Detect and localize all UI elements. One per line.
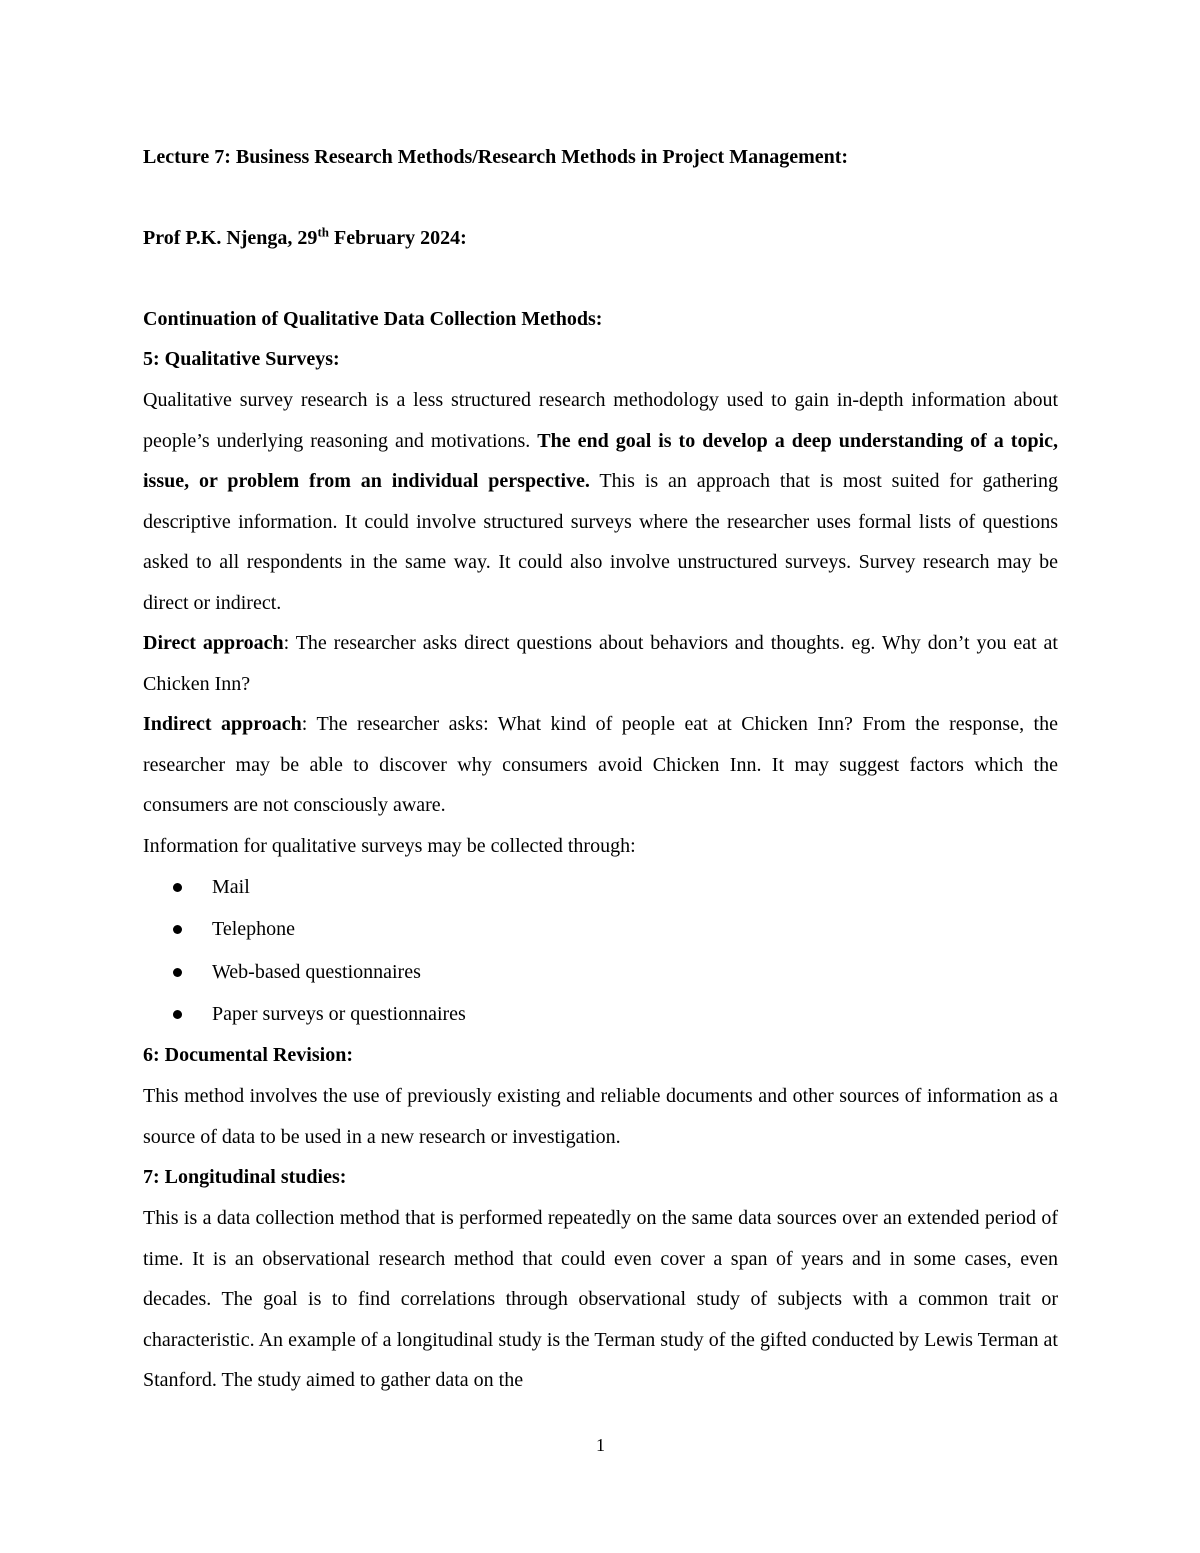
bullet-icon bbox=[173, 883, 182, 892]
list-item bbox=[143, 866, 1058, 908]
bullet-icon bbox=[173, 925, 182, 934]
list-item-text: Web-based questionnaires bbox=[212, 960, 421, 983]
bullet-icon bbox=[173, 968, 182, 977]
section-5-intro-emphasis: The end goal is to develop a deep understanding of a topic, issue, or problem from an individual perspective. bbox=[143, 429, 1059, 493]
list-item-text: Mail bbox=[212, 876, 250, 898]
section-5-intro-text-1: Qualitative survey research is a less structured research methodology used to gain in-depth information about people’s underlying reasoning and motivations. bbox=[143, 389, 1058, 452]
document-page bbox=[143, 0, 1058, 1553]
section-5-intro-paragraph bbox=[143, 380, 1058, 624]
collection-methods-list bbox=[143, 866, 1058, 1035]
section-5-heading: 5: Qualitative Surveys: bbox=[143, 348, 340, 370]
indirect-approach-label: Indirect approach bbox=[143, 713, 302, 735]
collection-intro: Information for qualitative surveys may be collected through: bbox=[143, 835, 636, 857]
bullet-icon bbox=[173, 1010, 182, 1019]
section-7-heading: 7: Longitudinal studies: bbox=[143, 1166, 347, 1188]
author-date-prefix: Prof P.K. Njenga, 29 bbox=[143, 227, 318, 249]
indirect-approach-paragraph bbox=[143, 704, 1058, 826]
section-title: Continuation of Qualitative Data Collection Methods: bbox=[143, 308, 603, 330]
section-5-intro-text-2: This is an approach that is most suited for gathering descriptive information. It could involve structured surveys where the researcher uses formal lists of questions asked to all respondents in the same way. It could also involve unstructured surveys. Survey research may be direct or indirect. bbox=[143, 470, 1058, 614]
page-number: 1 bbox=[596, 1435, 605, 1455]
list-item-text: Paper surveys or questionnaires bbox=[212, 1002, 466, 1025]
lecture-title: Lecture 7: Business Research Methods/Research Methods in Project Management: bbox=[143, 146, 849, 168]
direct-approach-text: : The researcher asks direct questions about behaviors and thoughts. eg. Why don’t you eat at Chicken Inn? bbox=[143, 632, 1058, 695]
author-date-suffix: February 2024: bbox=[329, 227, 467, 249]
indirect-approach-text: : The researcher asks: What kind of people eat at Chicken Inn? From the response, the researcher may be able to discover why consumers avoid Chicken Inn. It may suggest factors which the consumers are not consciously aware. bbox=[143, 713, 1058, 817]
list-item bbox=[143, 951, 1058, 993]
section-6-heading: 6: Documental Revision: bbox=[143, 1044, 353, 1066]
list-item-text: Telephone bbox=[212, 918, 296, 941]
section-6-paragraph: This method involves the use of previously existing and reliable documents and other sources of information as a source of data to be used in a new research or investigation. bbox=[143, 1085, 1058, 1148]
list-item bbox=[143, 908, 1058, 950]
author-date-line bbox=[143, 224, 467, 252]
list-item bbox=[143, 993, 1058, 1035]
date-ordinal-suffix: th bbox=[317, 224, 329, 240]
section-7-paragraph: This is a data collection method that is performed repeatedly on the same data sources over an extended period of time. It is an observational research method that could even cover a span of years and in some cases, even decades. The goal is to find correlations through observational study of subjects with a common trait or characteristic. An example of a longitudinal study is the Terman study of the gifted conducted by Lewis Terman at Stanford. The study aimed to gather data on the bbox=[143, 1207, 1058, 1392]
direct-approach-paragraph bbox=[143, 623, 1058, 704]
direct-approach-label: Direct approach bbox=[143, 632, 284, 654]
